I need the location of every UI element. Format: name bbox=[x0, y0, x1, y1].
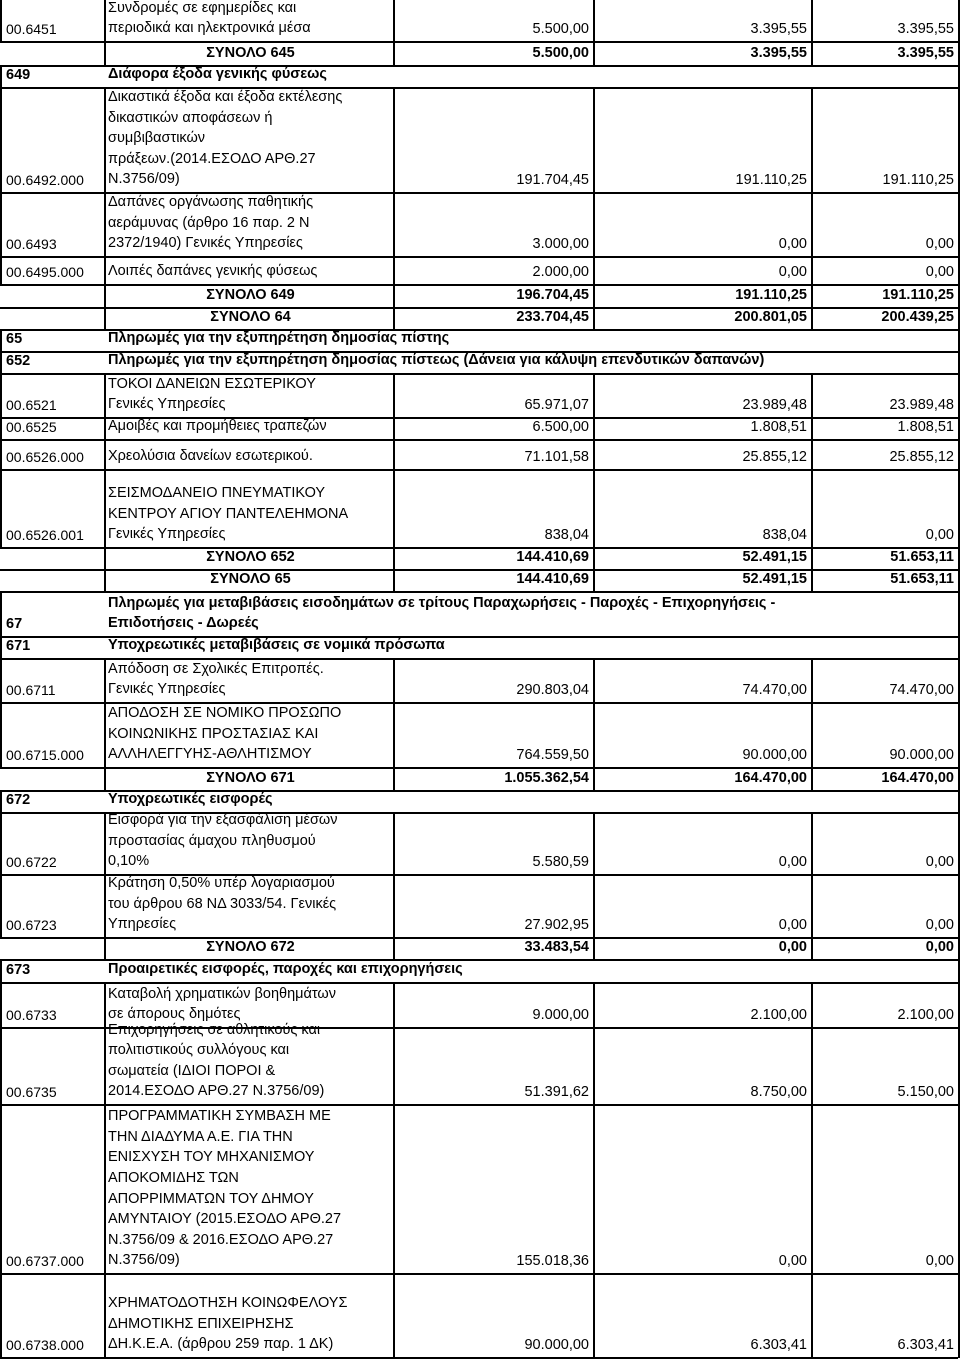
column-border bbox=[958, 570, 960, 592]
column-border bbox=[811, 42, 813, 66]
column-border bbox=[593, 938, 595, 960]
column-border bbox=[811, 285, 813, 308]
committed-amount: 0,00 bbox=[778, 939, 807, 955]
budgeted-amount: 196.704,45 bbox=[516, 287, 589, 303]
column-border bbox=[593, 308, 595, 330]
column-border bbox=[811, 193, 813, 257]
table-row bbox=[0, 703, 960, 768]
column-border bbox=[958, 308, 960, 330]
column-border bbox=[593, 42, 595, 66]
column-border bbox=[393, 1274, 395, 1358]
category-code: 672 bbox=[6, 792, 31, 808]
paid-amount: 0,00 bbox=[925, 1253, 954, 1269]
table-row bbox=[0, 285, 960, 308]
budgeted-amount: 2.000,00 bbox=[532, 264, 589, 280]
column-border bbox=[104, 1028, 106, 1105]
table-row bbox=[0, 1021, 960, 1105]
column-border bbox=[811, 257, 813, 285]
table-row bbox=[0, 548, 960, 570]
column-border bbox=[958, 768, 960, 791]
table-row bbox=[0, 330, 960, 352]
column-border bbox=[104, 285, 106, 308]
paid-amount: 51.653,11 bbox=[890, 571, 954, 587]
paid-amount: 5.150,00 bbox=[897, 1084, 954, 1100]
paid-amount: 90.000,00 bbox=[889, 747, 954, 763]
column-border bbox=[811, 1028, 813, 1105]
budgeted-amount: 71.101,58 bbox=[524, 449, 589, 465]
committed-amount: 90.000,00 bbox=[742, 747, 807, 763]
column-border bbox=[593, 418, 595, 440]
column-border bbox=[958, 1105, 960, 1274]
column-border bbox=[958, 418, 960, 440]
column-border bbox=[0, 418, 2, 440]
table-row bbox=[0, 592, 960, 637]
budgeted-amount: 9.000,00 bbox=[532, 1007, 589, 1023]
account-description: Δικαστικά έξοδα και έξοδα εκτέλεσης δικαστικών αποφάσεων ή συμβιβαστικών πράξεων.(2014.ΕΣΟΔΟ ΑΡΘ.27 Ν.3756/09) bbox=[108, 89, 343, 188]
table-row bbox=[0, 570, 960, 592]
account-code: 00.6451 bbox=[6, 21, 57, 37]
account-description: Αμοιβές και προμήθειες τραπεζών bbox=[108, 418, 327, 435]
column-border bbox=[593, 703, 595, 768]
column-border bbox=[0, 875, 2, 938]
table-row bbox=[0, 1274, 960, 1358]
category-code: 671 bbox=[6, 638, 31, 654]
paid-amount: 3.395,55 bbox=[897, 21, 954, 37]
column-border bbox=[104, 1105, 106, 1274]
column-border bbox=[593, 1274, 595, 1358]
column-border bbox=[593, 374, 595, 418]
column-border bbox=[958, 470, 960, 548]
budgeted-amount: 233.704,45 bbox=[516, 309, 589, 325]
category-code: 649 bbox=[6, 67, 31, 83]
budgeted-amount: 838,04 bbox=[544, 527, 589, 543]
total-label: ΣΥΝΟΛΟ 645 bbox=[206, 45, 295, 61]
column-border bbox=[0, 592, 2, 637]
column-border bbox=[811, 983, 813, 1028]
column-border bbox=[811, 1274, 813, 1358]
paid-amount: 0,00 bbox=[925, 527, 954, 543]
column-border bbox=[393, 285, 395, 308]
column-border bbox=[958, 330, 960, 352]
column-border bbox=[811, 374, 813, 418]
total-label: ΣΥΝΟΛΟ 671 bbox=[206, 770, 295, 786]
table-row bbox=[0, 66, 960, 88]
table-row bbox=[0, 768, 960, 791]
column-border bbox=[104, 813, 106, 875]
account-description: Συνδρομές σε εφημερίδες και περιοδικά και ηλεκτρονικά μέσα bbox=[108, 0, 311, 37]
paid-amount: 191.110,25 bbox=[882, 287, 954, 303]
column-border bbox=[393, 470, 395, 548]
budgeted-amount: 5.500,00 bbox=[532, 21, 589, 37]
table-row bbox=[0, 440, 960, 470]
column-border bbox=[593, 1105, 595, 1274]
account-code: 00.6733 bbox=[6, 1007, 57, 1023]
account-code: 00.6521 bbox=[6, 397, 57, 413]
column-border bbox=[393, 768, 395, 791]
column-border bbox=[393, 570, 395, 592]
paid-amount: 2.100,00 bbox=[897, 1007, 954, 1023]
table-row bbox=[0, 659, 960, 703]
account-code: 00.6525 bbox=[6, 419, 57, 435]
column-border bbox=[958, 548, 960, 570]
budgeted-amount: 6.500,00 bbox=[532, 419, 589, 435]
column-border bbox=[811, 308, 813, 330]
budgeted-amount: 144.410,69 bbox=[516, 549, 589, 565]
account-code: 00.6737.000 bbox=[6, 1253, 84, 1269]
column-border bbox=[104, 470, 106, 548]
column-border bbox=[0, 659, 2, 703]
column-border bbox=[958, 193, 960, 257]
column-border bbox=[958, 0, 960, 42]
paid-amount: 0,00 bbox=[925, 236, 954, 252]
account-code: 00.6711 bbox=[6, 682, 56, 698]
column-border bbox=[958, 66, 960, 88]
total-label: ΣΥΝΟΛΟ 672 bbox=[206, 939, 295, 955]
column-border bbox=[0, 66, 2, 88]
account-description: ΑΠΟΔΟΣΗ ΣΕ ΝΟΜΙΚΟ ΠΡΟΣΩΠΟ ΚΟΙΝΩΝΙΚΗΣ ΠΡΟΣΤΑΣΙΑΣ ΚΑΙ ΑΛΛΗΛΕΓΓΥΗΣ-ΑΘΛΗΤΙΣΜΟΥ bbox=[108, 705, 342, 763]
column-border bbox=[0, 352, 2, 374]
table-row bbox=[0, 88, 960, 193]
budgeted-amount: 764.559,50 bbox=[516, 747, 589, 763]
account-description: Καταβολή χρηματικών βοηθημάτων σε άπορους δημότες bbox=[108, 985, 336, 1023]
column-border bbox=[593, 193, 595, 257]
paid-amount: 51.653,11 bbox=[890, 549, 954, 565]
column-border bbox=[0, 1105, 2, 1274]
committed-amount: 164.470,00 bbox=[734, 770, 807, 786]
account-description: Επιχορηγήσεις σε αθλητικούς και πολιτιστικούς συλλόγους και σωματεία (ΙΔΙΟΙ ΠΟΡΟΙ & 2014.ΕΣΟΔΟ ΑΡΘ.27 Ν.3756/09) bbox=[108, 1021, 325, 1100]
paid-amount: 1.808,51 bbox=[897, 419, 954, 435]
account-description: ΣΕΙΣΜΟΔΑΝΕΙΟ ΠΝΕΥΜΑΤΙΚΟΥ ΚΕΝΤΡΟΥ ΑΓΙΟΥ ΠΑΝΤΕΛΕΗΜΟΝΑ Γενικές Υπηρεσίες bbox=[108, 485, 349, 543]
committed-amount: 8.750,00 bbox=[750, 1084, 807, 1100]
column-border bbox=[393, 308, 395, 330]
committed-amount: 191.110,25 bbox=[735, 287, 807, 303]
column-border bbox=[104, 548, 106, 570]
budgeted-amount: 65.971,07 bbox=[524, 397, 589, 413]
column-border bbox=[393, 1028, 395, 1105]
paid-amount: 0,00 bbox=[925, 939, 954, 955]
column-border bbox=[593, 570, 595, 592]
column-border bbox=[958, 257, 960, 285]
paid-amount: 200.439,25 bbox=[881, 309, 954, 325]
column-border bbox=[593, 983, 595, 1028]
budgeted-amount: 191.704,45 bbox=[516, 172, 589, 188]
account-description: Χρεολύσια δανείων εσωτερικού. bbox=[108, 448, 313, 465]
committed-amount: 838,04 bbox=[762, 527, 807, 543]
column-border bbox=[593, 0, 595, 42]
category-code: 652 bbox=[6, 353, 31, 369]
account-code: 00.6526.000 bbox=[6, 449, 84, 465]
column-border bbox=[0, 193, 2, 257]
column-border bbox=[958, 791, 960, 813]
committed-amount: 3.395,55 bbox=[750, 45, 807, 61]
column-border bbox=[104, 418, 106, 440]
column-border bbox=[0, 813, 2, 875]
budgeted-amount: 1.055.362,54 bbox=[504, 770, 589, 786]
table-row bbox=[0, 308, 960, 330]
column-border bbox=[393, 938, 395, 960]
column-border bbox=[104, 875, 106, 938]
table-row bbox=[0, 257, 960, 285]
column-border bbox=[104, 703, 106, 768]
committed-amount: 1.808,51 bbox=[750, 419, 807, 435]
table-row bbox=[0, 418, 960, 440]
column-border bbox=[593, 470, 595, 548]
account-code: 00.6526.001 bbox=[6, 527, 84, 543]
column-border bbox=[0, 257, 2, 285]
committed-amount: 0,00 bbox=[778, 236, 807, 252]
column-border bbox=[958, 352, 960, 374]
category-code: 67 bbox=[6, 616, 23, 632]
committed-amount: 0,00 bbox=[778, 1253, 807, 1269]
column-border bbox=[0, 470, 2, 548]
column-border bbox=[593, 285, 595, 308]
column-border bbox=[811, 88, 813, 193]
column-border bbox=[104, 570, 106, 592]
table-row bbox=[0, 938, 960, 960]
paid-amount: 0,00 bbox=[925, 917, 954, 933]
column-border bbox=[104, 42, 106, 66]
paid-amount: 74.470,00 bbox=[889, 682, 954, 698]
column-border bbox=[593, 659, 595, 703]
committed-amount: 52.491,15 bbox=[742, 571, 807, 587]
column-border bbox=[0, 637, 2, 659]
column-border bbox=[393, 983, 395, 1028]
table-row bbox=[0, 0, 960, 42]
account-description: Εισφορά για την εξασφάλιση μέσων προστασίας άμαχου πληθυσμού 0,10% bbox=[108, 812, 338, 870]
category-title: Πληρωμές για μεταβιβάσεις εισοδημάτων σε τρίτους Παραχωρήσεις - Παροχές - Επιχορηγήσεις - Επιδοτήσεις - Δωρεές bbox=[108, 594, 776, 632]
table-row bbox=[0, 193, 960, 257]
column-border bbox=[104, 983, 106, 1028]
column-border bbox=[958, 938, 960, 960]
committed-amount: 23.989,48 bbox=[742, 397, 807, 413]
column-border bbox=[104, 938, 106, 960]
column-border bbox=[393, 875, 395, 938]
column-border bbox=[0, 0, 2, 42]
column-border bbox=[811, 548, 813, 570]
column-border bbox=[393, 0, 395, 42]
column-border bbox=[104, 374, 106, 418]
column-border bbox=[0, 1028, 2, 1105]
column-border bbox=[0, 330, 2, 352]
column-border bbox=[393, 418, 395, 440]
total-label: ΣΥΝΟΛΟ 649 bbox=[206, 287, 295, 303]
account-code: 00.6715.000 bbox=[6, 747, 84, 763]
category-title: Διάφορα έξοδα γενικής φύσεως bbox=[108, 66, 327, 83]
column-border bbox=[393, 88, 395, 193]
account-description: Δαπάνες οργάνωσης παθητικής αεράμυνας (άρθρο 16 παρ. 2 Ν 2372/1940) Γενικές Υπηρεσίες bbox=[108, 194, 314, 252]
paid-amount: 25.855,12 bbox=[889, 449, 954, 465]
account-code: 00.6495.000 bbox=[6, 264, 84, 280]
account-description: ΤΟΚΟΙ ΔΑΝΕΙΩΝ ΕΣΩΤΕΡΙΚΟΥ Γενικές Υπηρεσίες bbox=[108, 375, 316, 413]
column-border bbox=[104, 440, 106, 470]
column-border bbox=[958, 983, 960, 1028]
total-label: ΣΥΝΟΛΟ 64 bbox=[210, 309, 291, 325]
column-border bbox=[0, 440, 2, 470]
column-border bbox=[104, 0, 106, 42]
category-code: 673 bbox=[6, 962, 31, 978]
table-row bbox=[0, 1105, 960, 1274]
paid-amount: 164.470,00 bbox=[881, 770, 954, 786]
column-border bbox=[811, 875, 813, 938]
column-border bbox=[593, 548, 595, 570]
column-border bbox=[958, 813, 960, 875]
account-code: 00.6735 bbox=[6, 1084, 57, 1100]
table-row bbox=[0, 960, 960, 983]
table-row bbox=[0, 637, 960, 659]
column-border bbox=[0, 88, 2, 193]
column-border bbox=[958, 1028, 960, 1105]
category-title: Υποχρεωτικές μεταβιβάσεις σε νομικά πρόσωπα bbox=[108, 637, 445, 654]
column-border bbox=[593, 875, 595, 938]
column-border bbox=[593, 257, 595, 285]
account-code: 00.6493 bbox=[6, 236, 57, 252]
category-title: Πληρωμές για την εξυπηρέτηση δημοσίας πίστης bbox=[108, 330, 450, 347]
column-border bbox=[0, 983, 2, 1028]
column-border bbox=[0, 703, 2, 768]
column-border bbox=[104, 659, 106, 703]
column-border bbox=[811, 418, 813, 440]
budgeted-amount: 3.000,00 bbox=[532, 236, 589, 252]
column-border bbox=[0, 374, 2, 418]
column-border bbox=[104, 257, 106, 285]
table-row bbox=[0, 352, 960, 374]
column-border bbox=[811, 703, 813, 768]
column-border bbox=[104, 88, 106, 193]
column-border bbox=[958, 1274, 960, 1358]
budgeted-amount: 51.391,62 bbox=[524, 1084, 589, 1100]
account-description: Λοιπές δαπάνες γενικής φύσεως bbox=[108, 263, 318, 280]
account-code: 00.6492.000 bbox=[6, 172, 84, 188]
category-title: Υποχρεωτικές εισφορές bbox=[108, 791, 273, 808]
committed-amount: 3.395,55 bbox=[750, 21, 807, 37]
committed-amount: 191.110,25 bbox=[735, 172, 807, 188]
committed-amount: 25.855,12 bbox=[742, 449, 807, 465]
column-border bbox=[104, 308, 106, 330]
column-border bbox=[393, 374, 395, 418]
column-border bbox=[593, 768, 595, 791]
committed-amount: 0,00 bbox=[778, 264, 807, 280]
budgeted-amount: 144.410,69 bbox=[516, 571, 589, 587]
column-border bbox=[958, 42, 960, 66]
budgeted-amount: 155.018,36 bbox=[516, 1253, 589, 1269]
committed-amount: 0,00 bbox=[778, 917, 807, 933]
column-border bbox=[958, 374, 960, 418]
paid-amount: 3.395,55 bbox=[897, 45, 954, 61]
table-row bbox=[0, 42, 960, 66]
column-border bbox=[0, 1274, 2, 1358]
committed-amount: 2.100,00 bbox=[750, 1007, 807, 1023]
paid-amount: 0,00 bbox=[925, 264, 954, 280]
committed-amount: 52.491,15 bbox=[742, 549, 807, 565]
table-row bbox=[0, 470, 960, 548]
budgeted-amount: 5.500,00 bbox=[532, 45, 589, 61]
paid-amount: 6.303,41 bbox=[897, 1337, 954, 1353]
column-border bbox=[393, 659, 395, 703]
column-border bbox=[958, 637, 960, 659]
committed-amount: 74.470,00 bbox=[742, 682, 807, 698]
account-description: Απόδοση σε Σχολικές Επιτροπές. Γενικές Υπηρεσίες bbox=[108, 660, 324, 698]
account-description: Κράτηση 0,50% υπέρ λογαριασμού του άρθρου 68 ΝΔ 3033/54. Γενικές Υπηρεσίες bbox=[108, 875, 337, 933]
column-border bbox=[958, 285, 960, 308]
column-border bbox=[393, 42, 395, 66]
column-border bbox=[958, 592, 960, 637]
column-border bbox=[393, 813, 395, 875]
account-description: ΧΡΗΜΑΤΟΔΟΤΗΣΗ ΚΟΙΝΩΦΕΛΟΥΣ ΔΗΜΟΤΙΚΗΣ ΕΠΙΧΕΙΡΗΣΗΣ ΔΗ.Κ.Ε.Α. (άρθρου 259 παρ. 1 ΔΚ) bbox=[108, 1295, 348, 1353]
column-border bbox=[958, 88, 960, 193]
column-border bbox=[811, 440, 813, 470]
column-border bbox=[958, 703, 960, 768]
column-border bbox=[593, 1028, 595, 1105]
column-border bbox=[811, 0, 813, 42]
column-border bbox=[593, 440, 595, 470]
column-border bbox=[811, 813, 813, 875]
budgeted-amount: 27.902,95 bbox=[524, 917, 589, 933]
column-border bbox=[104, 768, 106, 791]
budgeted-amount: 5.580,59 bbox=[532, 854, 589, 870]
column-border bbox=[958, 440, 960, 470]
category-title: Προαιρετικές εισφορές, παροχές και επιχορηγήσεις bbox=[108, 961, 463, 978]
column-border bbox=[393, 440, 395, 470]
column-border bbox=[811, 1105, 813, 1274]
committed-amount: 6.303,41 bbox=[750, 1337, 807, 1353]
committed-amount: 0,00 bbox=[778, 854, 807, 870]
committed-amount: 200.801,05 bbox=[734, 309, 807, 325]
column-border bbox=[393, 1105, 395, 1274]
column-border bbox=[104, 193, 106, 257]
budgeted-amount: 290.803,04 bbox=[516, 682, 589, 698]
paid-amount: 23.989,48 bbox=[889, 397, 954, 413]
total-label: ΣΥΝΟΛΟ 652 bbox=[206, 549, 295, 565]
account-code: 00.6723 bbox=[6, 917, 57, 933]
budgeted-amount: 33.483,54 bbox=[524, 939, 589, 955]
column-border bbox=[393, 703, 395, 768]
column-border bbox=[0, 791, 2, 813]
category-code: 65 bbox=[6, 331, 23, 347]
column-border bbox=[958, 659, 960, 703]
column-border bbox=[958, 960, 960, 983]
category-title: Πληρωμές για την εξυπηρέτηση δημοσίας πίστεως (Δάνεια για κάλυψη επενδυτικών δαπανών) bbox=[108, 352, 765, 369]
column-border bbox=[593, 813, 595, 875]
paid-amount: 191.110,25 bbox=[882, 172, 954, 188]
account-code: 00.6722 bbox=[6, 854, 57, 870]
column-border bbox=[593, 88, 595, 193]
column-border bbox=[811, 768, 813, 791]
budgeted-amount: 90.000,00 bbox=[524, 1337, 589, 1353]
total-label: ΣΥΝΟΛΟ 65 bbox=[210, 571, 291, 587]
column-border bbox=[0, 960, 2, 983]
account-description: ΠΡΟΓΡΑΜΜΑΤΙΚΗ ΣΥΜΒΑΣΗ ΜΕ ΤΗΝ ΔΙΑΔΥΜΑ Α.Ε. ΓΙΑ ΤΗΝ ΕΝΙΣΧΥΣΗ ΤΟΥ ΜΗΧΑΝΙΣΜΟΥ ΑΠΟΚΟΜΙΔΗΣ ΤΩΝ ΑΠΟΡΡΙΜΜΑΤΩΝ ΤΟΥ ΔΗΜΟΥ ΑΜΥΝΤΑΙΟΥ (2015.ΕΣΟΔΟ ΑΡΘ.27 Ν.3756/09 & 2016.ΕΣΟΔΟ ΑΡΘ.27 Ν.3756/09) bbox=[108, 1108, 342, 1269]
column-border bbox=[104, 1274, 106, 1358]
column-border bbox=[811, 470, 813, 548]
account-code: 00.6738.000 bbox=[6, 1337, 84, 1353]
table-row bbox=[0, 875, 960, 938]
column-border bbox=[811, 659, 813, 703]
paid-amount: 0,00 bbox=[925, 854, 954, 870]
column-border bbox=[958, 875, 960, 938]
column-border bbox=[811, 938, 813, 960]
table-row bbox=[0, 374, 960, 418]
column-border bbox=[393, 257, 395, 285]
table-row bbox=[0, 813, 960, 875]
column-border bbox=[811, 570, 813, 592]
column-border bbox=[393, 193, 395, 257]
column-border bbox=[393, 548, 395, 570]
